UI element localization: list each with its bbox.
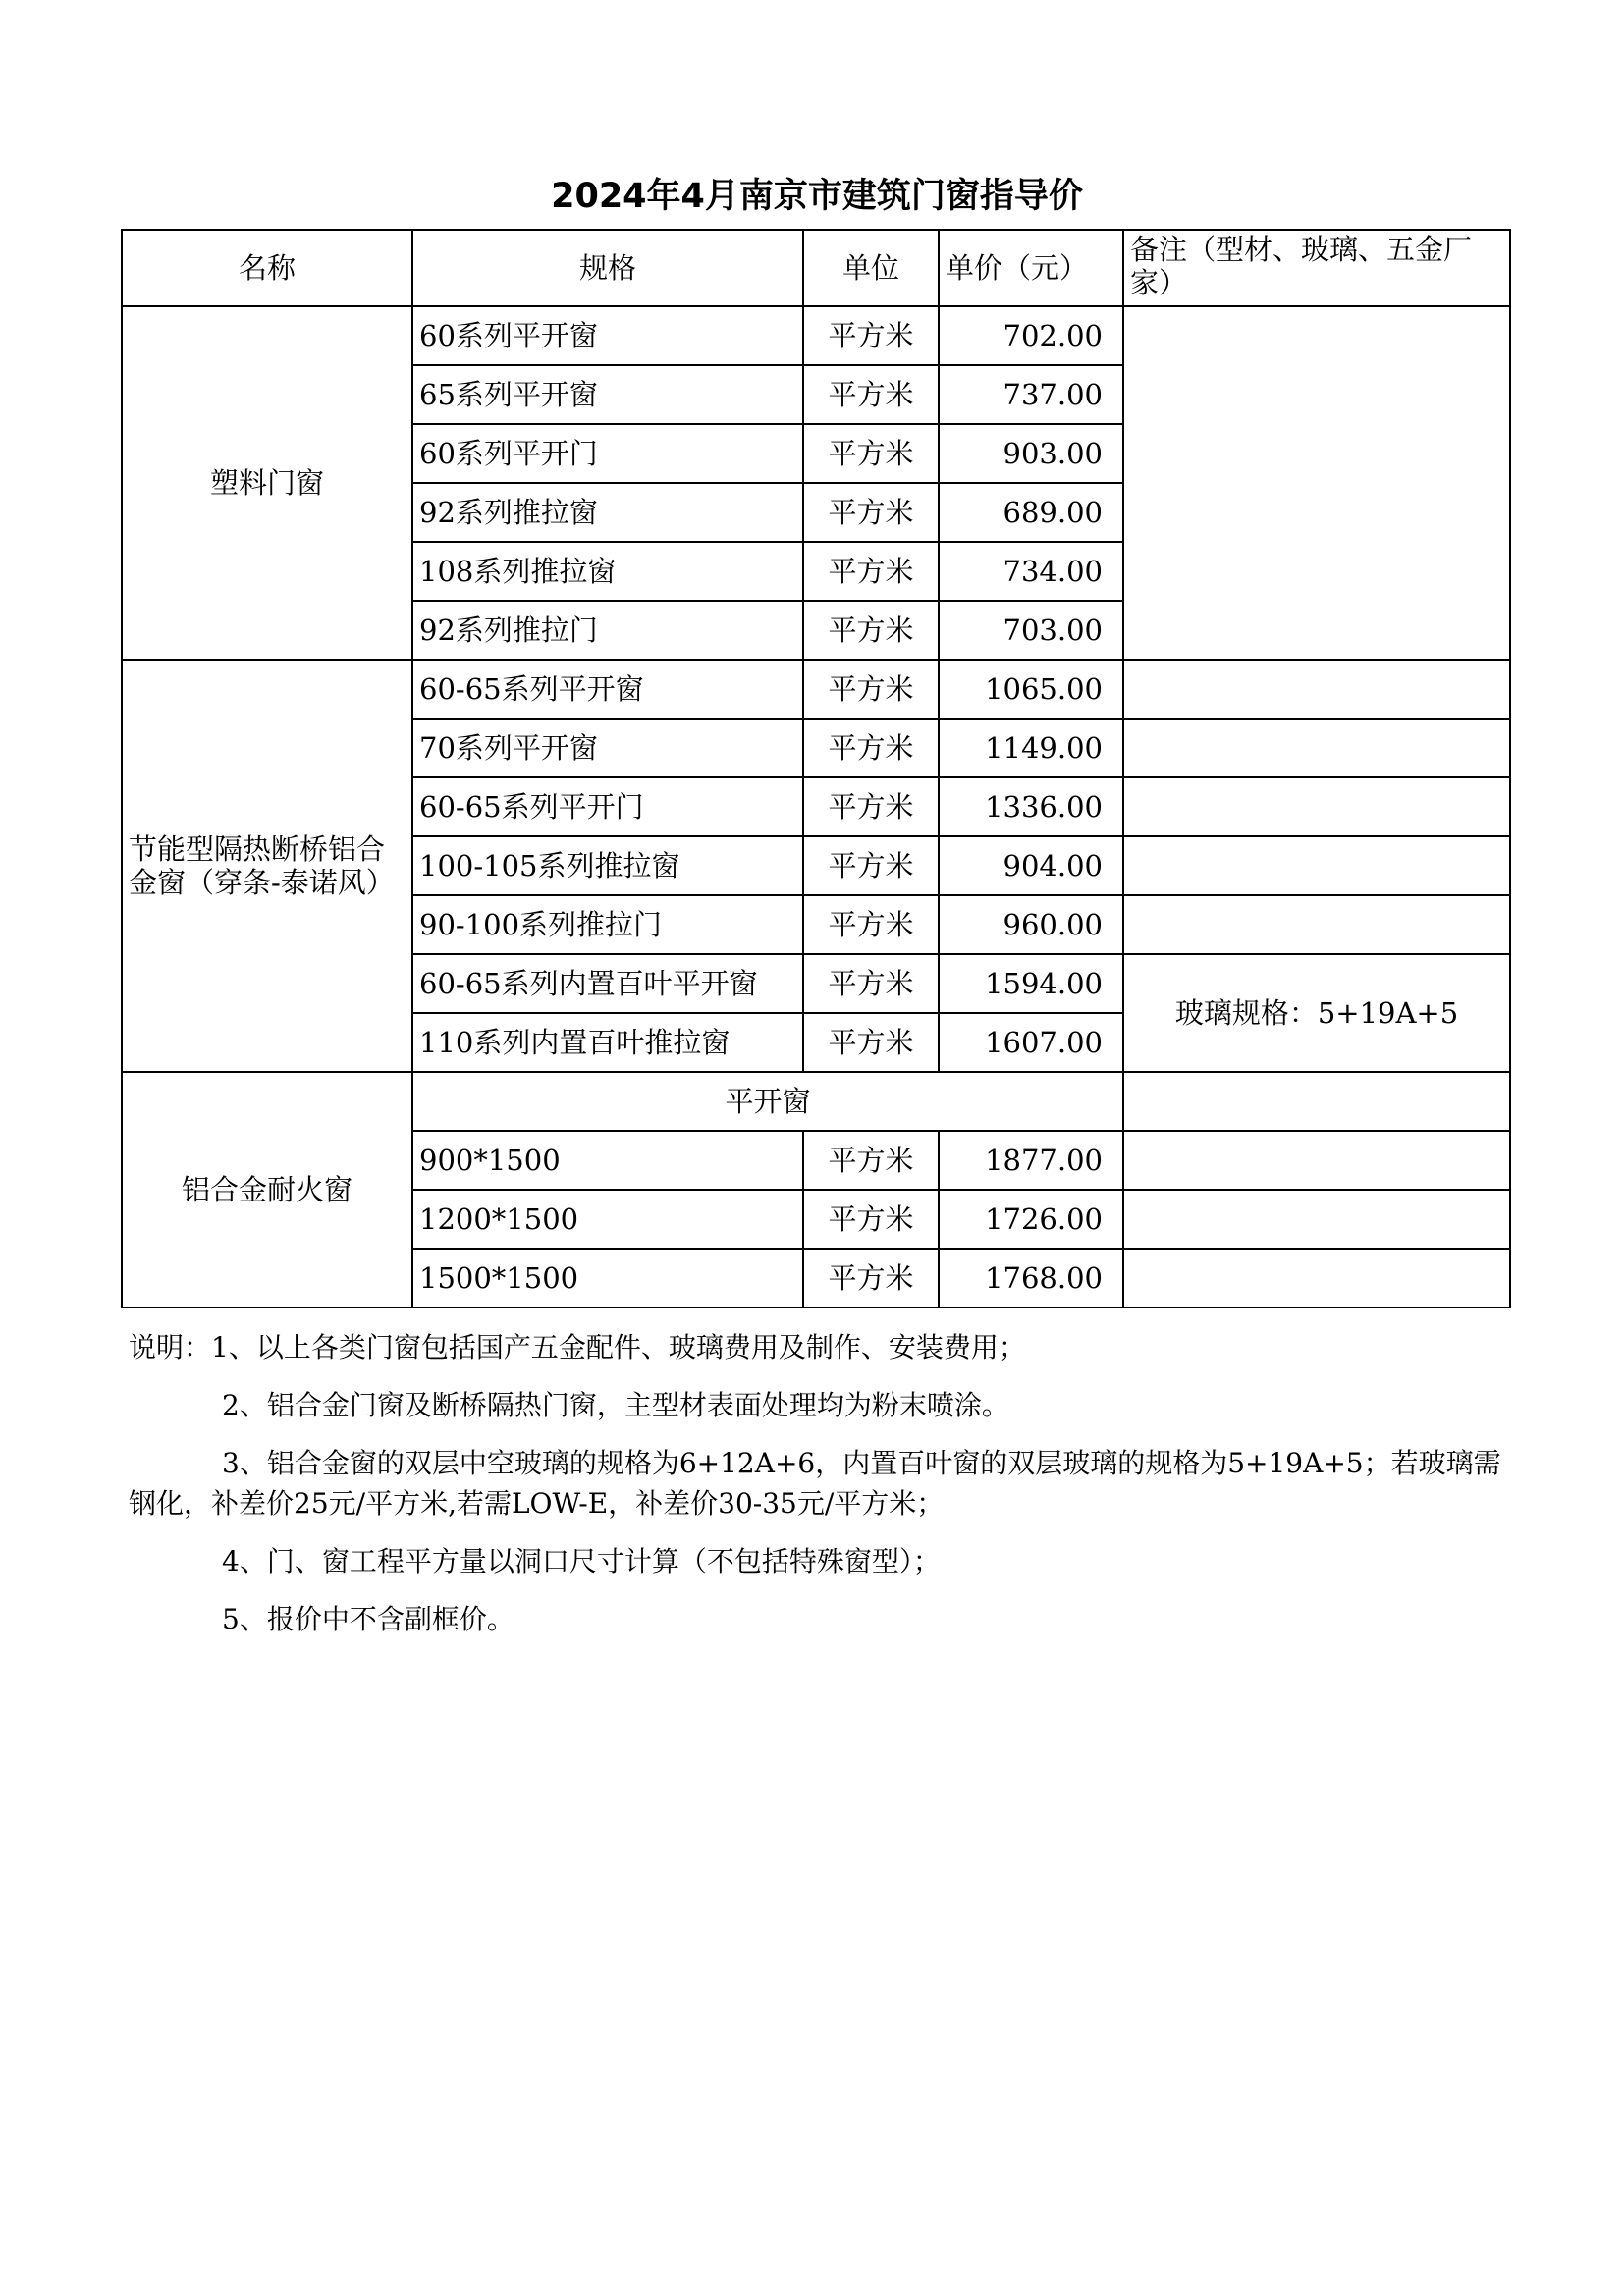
- unit-cell: 平方米: [803, 601, 939, 660]
- price-cell: 702.00: [939, 306, 1123, 365]
- group-name-fire-resistant: 铝合金耐火窗: [122, 1072, 412, 1308]
- spec-cell: 100-105系列推拉窗: [412, 836, 803, 895]
- price-table: [121, 229, 1511, 1308]
- price-cell: 689.00: [939, 483, 1123, 542]
- table-header-row: [122, 230, 1510, 306]
- spec-cell: 110系列内置百叶推拉窗: [412, 1013, 803, 1072]
- header-spec: 规格: [412, 230, 803, 306]
- unit-cell: 平方米: [803, 542, 939, 601]
- price-cell: 1336.00: [939, 777, 1123, 836]
- unit-cell: 平方米: [803, 424, 939, 483]
- table-row: [122, 1072, 1510, 1131]
- price-cell: 904.00: [939, 836, 1123, 895]
- spec-cell: 60-65系列平开窗: [412, 660, 803, 719]
- note-cell: [1123, 836, 1510, 895]
- price-cell: 1726.00: [939, 1190, 1123, 1249]
- spec-cell: 92系列推拉窗: [412, 483, 803, 542]
- group-name-thermal-break: 节能型隔热断桥铝合金窗（穿条-泰诺风）: [122, 660, 412, 1072]
- note-cell: [1123, 777, 1510, 836]
- note-item: 说明：1、以上各类门窗包括国产五金配件、玻璃费用及制作、安装费用；: [129, 1331, 1026, 1363]
- spec-cell: 60系列平开窗: [412, 306, 803, 365]
- header-name: 名称: [122, 230, 412, 306]
- glass-spec-note: 玻璃规格：5+19A+5: [1123, 954, 1510, 1072]
- note-cell: [1123, 1131, 1510, 1190]
- note-cell: [1123, 306, 1510, 660]
- price-cell: 1877.00: [939, 1131, 1123, 1190]
- header-note: 备注（型材、玻璃、五金厂家）: [1123, 230, 1510, 306]
- unit-cell: 平方米: [803, 1190, 939, 1249]
- spec-cell: 900*1500: [412, 1131, 803, 1190]
- spec-cell: 70系列平开窗: [412, 719, 803, 777]
- spec-cell: 65系列平开窗: [412, 365, 803, 424]
- spec-cell: 92系列推拉门: [412, 601, 803, 660]
- group-name-plastic: 塑料门窗: [122, 306, 412, 660]
- header-price: 单价（元）: [939, 230, 1123, 306]
- price-cell: 1594.00: [939, 954, 1123, 1013]
- note-cell: [1123, 895, 1510, 954]
- unit-cell: 平方米: [803, 365, 939, 424]
- unit-cell: 平方米: [803, 777, 939, 836]
- unit-cell: 平方米: [803, 1013, 939, 1072]
- unit-cell: 平方米: [803, 1249, 939, 1308]
- spec-cell: 90-100系列推拉门: [412, 895, 803, 954]
- price-cell: 1607.00: [939, 1013, 1123, 1072]
- unit-cell: 平方米: [803, 660, 939, 719]
- notes-section: [129, 1327, 1523, 1657]
- unit-cell: 平方米: [803, 719, 939, 777]
- price-cell: 1768.00: [939, 1249, 1123, 1308]
- header-unit: 单位: [803, 230, 939, 306]
- unit-cell: 平方米: [803, 895, 939, 954]
- unit-cell: 平方米: [803, 954, 939, 1013]
- spec-cell: 1500*1500: [412, 1249, 803, 1308]
- unit-cell: 平方米: [803, 306, 939, 365]
- spec-cell: 108系列推拉窗: [412, 542, 803, 601]
- price-cell: 737.00: [939, 365, 1123, 424]
- note-item: 2、铝合金门窗及断桥隔热门窗，主型材表面处理均为粉末喷涂。: [222, 1389, 1009, 1421]
- subheader-casement: 平开窗: [412, 1072, 1123, 1131]
- note-item: 5、报价中不含副框价。: [222, 1603, 514, 1635]
- price-cell: 734.00: [939, 542, 1123, 601]
- page-title: 2024年4月南京市建筑门窗指导价: [551, 177, 1083, 216]
- price-cell: 903.00: [939, 424, 1123, 483]
- note-item: 3、铝合金窗的双层中空玻璃的规格为6+12A+6，内置百叶窗的双层玻璃的规格为5+19A+5；若玻璃需钢化，补差价25元/平方米,若需LOW-E，补差价30-35元/平方米；: [129, 1447, 1501, 1520]
- price-cell: 703.00: [939, 601, 1123, 660]
- unit-cell: 平方米: [803, 1131, 939, 1190]
- spec-cell: 1200*1500: [412, 1190, 803, 1249]
- spec-cell: 60-65系列内置百叶平开窗: [412, 954, 803, 1013]
- unit-cell: 平方米: [803, 483, 939, 542]
- table-row: [122, 306, 1510, 365]
- note-cell: [1123, 1249, 1510, 1308]
- note-cell: [1123, 719, 1510, 777]
- price-cell: 960.00: [939, 895, 1123, 954]
- spec-cell: 60系列平开门: [412, 424, 803, 483]
- unit-cell: 平方米: [803, 836, 939, 895]
- price-cell: 1065.00: [939, 660, 1123, 719]
- spec-cell: 60-65系列平开门: [412, 777, 803, 836]
- note-cell: [1123, 660, 1510, 719]
- note-cell: [1123, 1072, 1510, 1131]
- price-cell: 1149.00: [939, 719, 1123, 777]
- table-row: [122, 660, 1510, 719]
- note-cell: [1123, 1190, 1510, 1249]
- note-item: 4、门、窗工程平方量以洞口尺寸计算（不包括特殊窗型）；: [222, 1545, 941, 1577]
